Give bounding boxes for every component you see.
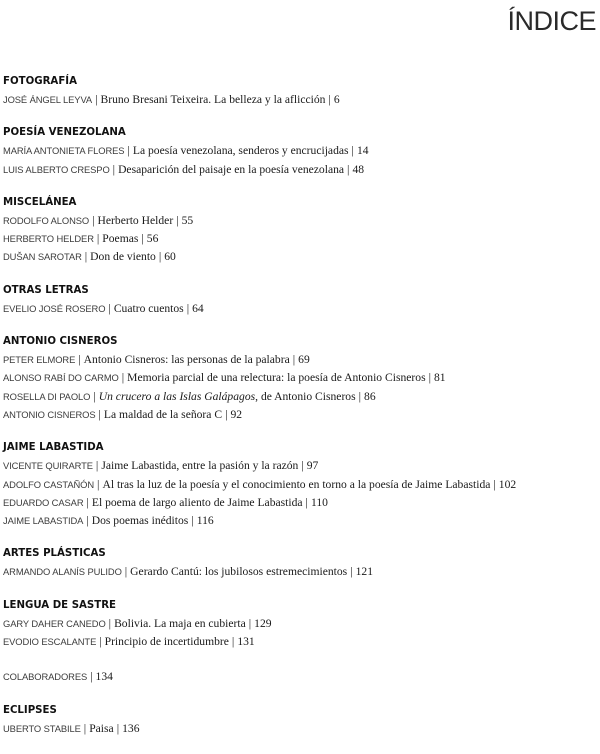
entry-page: 56 (146, 232, 159, 246)
entry-title: Bolivia. La maja en cubierta (114, 616, 246, 630)
entry-title-italic: Un crucero a las Islas Galápagos (98, 389, 256, 403)
section-heading: JAIME LABASTIDA (3, 442, 104, 454)
toc-entry: HERBERTO HELDER | Poemas | 56 (3, 231, 159, 246)
entry-page: 134 (95, 670, 113, 684)
entry-title: Paisa (89, 721, 114, 735)
section-heading: OTRAS LETRAS (3, 284, 89, 296)
section-heading: ANTONIO CISNEROS (3, 336, 118, 348)
entry-title: Herberto Helder (97, 213, 174, 227)
section-heading: POESÍA VENEZOLANA (3, 127, 126, 139)
entry-author: COLABORADORES (3, 671, 88, 683)
toc-entry: ROSELLA DI PAOLO | Un crucero a las Islas Galápagos, de Antonio Cisneros | 86 (3, 388, 376, 403)
entry-page: 121 (355, 565, 373, 579)
section-miscelanea (3, 195, 597, 266)
toc-entry: ALONSO RABÍ DO CARMO | Memoria parcial de una relectura: la poesía de Antonio Cisneros | 81 (3, 370, 446, 385)
entry-title: Jaime Labastida, entre la pasión y la razón (101, 459, 299, 473)
section-heading: ARTES PLÁSTICAS (3, 548, 106, 560)
toc-entry: MARÍA ANTONIETA FLORES | La poesía venezolana, senderos y encrucijadas | 14 (3, 143, 369, 158)
section-jaime-labastida (3, 440, 597, 529)
entry-author: EDUARDO CASAR (3, 496, 84, 508)
entry-page: 14 (356, 144, 369, 158)
entry-title: Poemas (102, 232, 139, 246)
entry-author: JOSÉ ÁNGEL LEYVA (3, 94, 93, 105)
entry-title: Desaparición del paisaje en la poesía venezolana (118, 162, 345, 176)
entry-page: 81 (433, 371, 446, 385)
toc-entry: JAIME LABASTIDA | Dos poemas inéditos | 116 (3, 513, 214, 528)
entry-author: JAIME LABASTIDA (3, 515, 84, 527)
entry-page: 102 (498, 477, 517, 491)
toc-entry: EDUARDO CASAR | El poema de largo aliento de Jaime Labastida | 110 (3, 494, 328, 509)
entry-page: 69 (298, 353, 310, 367)
entry-page: 136 (122, 721, 140, 735)
toc-entry: PETER ELMORE | Antonio Cisneros: las personas de la palabra | 69 (3, 352, 310, 367)
entry-author: PETER ELMORE (3, 354, 76, 366)
entry-page: 86 (364, 389, 376, 403)
entry-author: ROSELLA DI PAOLO (3, 390, 91, 402)
entry-page: 60 (164, 250, 176, 264)
section-heading: MISCELÁNEA (3, 196, 77, 208)
entry-title: Bruno Bresani Teixeira. La belleza y la aflicción (100, 93, 326, 106)
entry-title-rest: , de Antonio Cisneros (255, 389, 356, 403)
entry-author: DUŠAN SAROTAR (3, 251, 82, 263)
entry-title: Don de viento (90, 250, 156, 264)
section-antonio-cisneros (3, 334, 597, 423)
section-poesia-venezolana (3, 125, 597, 178)
entry-author: ANTONIO CISNEROS (3, 408, 96, 420)
entry-author: RODOLFO ALONSO (3, 214, 90, 226)
toc-entry: EVODIO ESCALANTE | Principio de incertidumbre | 131 (3, 634, 255, 649)
entry-title: Gerardo Cantú: los jubilosos estremecimientos (130, 565, 348, 579)
entry-author: MARÍA ANTONIETA FLORES (3, 145, 125, 157)
toc-entry: VICENTE QUIRARTE | Jaime Labastida, entre la pasión y la razón | 97 (3, 458, 319, 473)
entry-page: 55 (181, 213, 194, 227)
toc-entry: ANTONIO CISNEROS | La maldad de la señora C | 92 (3, 406, 243, 421)
section-artes-plasticas (3, 546, 597, 580)
entry-author: LUIS ALBERTO CRESPO (3, 163, 110, 175)
entry-author: ADOLFO CASTAÑÓN (3, 478, 95, 490)
section-lengua-de-sastre (3, 598, 597, 651)
toc-entry: ADOLFO CASTAÑÓN | Al tras la luz de la poesía y el conocimiento en torno a la poesía de Jaime Labastida | 102 (3, 476, 517, 491)
section-eclipses (3, 703, 597, 737)
entry-title: La poesía venezolana, senderos y encrucijadas (132, 144, 349, 158)
toc-entry: UBERTO STABILE | Paisa | 136 (3, 720, 140, 735)
toc-entry: DUŠAN SAROTAR | Don de viento | 60 (3, 249, 176, 264)
entry-title: Memoria parcial de una relectura: la poesía de Antonio Cisneros (127, 371, 426, 385)
section-heading: FOTOGRAFÍA (3, 76, 77, 87)
toc-entry: GARY DAHER CANEDO | Bolivia. La maja en cubierta | 129 (3, 615, 272, 630)
entry-page: 6 (333, 93, 340, 106)
table-of-contents (3, 74, 597, 754)
entry-page: 129 (254, 616, 272, 630)
toc-entry: EVELIO JOSÉ ROSERO | Cuatro cuentos | 64 (3, 300, 204, 315)
entry-author: ARMANDO ALANÍS PULIDO (3, 566, 122, 578)
toc-entry: ARMANDO ALANÍS PULIDO | Gerardo Cantú: los jubilosos estremecimientos | 121 (3, 564, 373, 579)
entry-author: HERBERTO HELDER (3, 233, 94, 245)
entry-author: GARY DAHER CANEDO (3, 617, 106, 629)
toc-entry: RODOLFO ALONSO | Herberto Helder | 55 (3, 212, 194, 227)
entry-title: Antonio Cisneros: las personas de la palabra (83, 353, 290, 367)
entry-author: EVELIO JOSÉ ROSERO (3, 302, 106, 314)
entry-title: Al tras la luz de la poesía y el conocimiento en torno a la poesía de Jaime Labastida (102, 477, 491, 491)
page-title: ÍNDICE (507, 6, 596, 36)
entry-page: 110 (310, 495, 328, 509)
entry-page: 92 (230, 407, 243, 421)
entry-author: EVODIO ESCALANTE (3, 636, 97, 648)
entry-author: VICENTE QUIRARTE (3, 460, 93, 472)
entry-page: 131 (237, 635, 255, 649)
entry-title: La maldad de la señora C (103, 407, 223, 421)
toc-entry: COLABORADORES | 134 (3, 669, 113, 684)
entry-page: 97 (306, 459, 319, 473)
section-otras-letras (3, 283, 597, 317)
entry-page: 116 (196, 514, 214, 528)
toc-entry: JOSÉ ÁNGEL LEYVA | Bruno Bresani Teixeira. La belleza y la aflicción | 6 (3, 92, 340, 106)
entry-title: Dos poemas inéditos (91, 514, 189, 528)
entry-author: ALONSO RABÍ DO CARMO (3, 372, 119, 384)
section-fotografia (3, 74, 597, 108)
entry-page: 64 (192, 301, 204, 315)
entry-page: 48 (352, 162, 365, 176)
section-colaboradores (3, 667, 597, 685)
entry-author: UBERTO STABILE (3, 722, 81, 734)
entry-title: Principio de incertidumbre (104, 635, 229, 649)
entry-title: El poema de largo aliento de Jaime Labastida (91, 495, 303, 509)
section-heading: LENGUA DE SASTRE (3, 599, 117, 611)
toc-entry: LUIS ALBERTO CRESPO | Desaparición del paisaje en la poesía venezolana | 48 (3, 161, 365, 176)
section-heading: ECLIPSES (3, 704, 57, 716)
entry-title: Cuatro cuentos (113, 301, 184, 315)
entry-title (99, 390, 356, 403)
